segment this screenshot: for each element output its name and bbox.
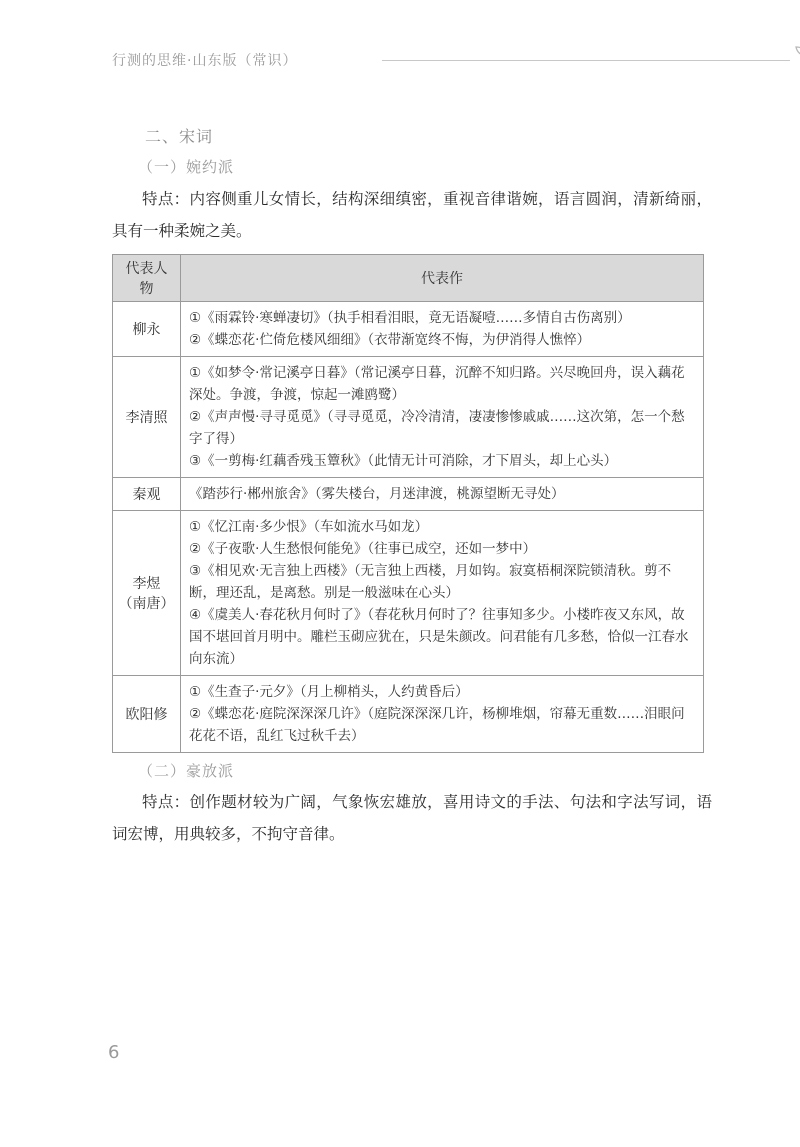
subsection-title-wanyue: （一）婉约派	[138, 158, 235, 176]
work-line: ②《子夜歌·人生愁恨何能免》（往事已成空，还如一梦中）	[189, 541, 537, 557]
author-cell: 柳永	[113, 302, 181, 357]
wanyue-features-paragraph: 特点：内容侧重儿女情长，结构深细缜密，重视音律谐婉，语言圆润，清新绮丽，具有一种柔婉之美。	[112, 190, 712, 240]
table-row	[113, 357, 704, 478]
author-cell: 欧阳修	[113, 676, 181, 753]
author-cell: 秦观	[113, 478, 181, 511]
author-name: 李煜	[132, 576, 161, 592]
page-number: 6	[108, 1042, 120, 1063]
section-title: 二、宋词	[145, 127, 214, 146]
table-header-row	[113, 255, 704, 302]
author-cell	[113, 511, 181, 676]
work-line: ①《忆江南·多少恨》（车如流水马如龙）	[189, 519, 429, 535]
author-dynasty: （南唐）	[118, 596, 175, 612]
header-rule	[382, 60, 790, 61]
header-author: 代表人物	[113, 255, 181, 302]
work-line: ①《生查子·元夕》（月上柳梢头，人约黄昏后）	[189, 684, 469, 700]
work-line: ②《蝶恋花·庭院深深深几许》（庭院深深深几许，杨柳堆烟，帘幕无重数……泪眼问花花不语，乱红飞过秋千去）	[189, 706, 685, 744]
work-line: ③《相见欢·无言独上西楼》（无言独上西楼，月如钩。寂寞梧桐深院锁清秋。剪不断，理还乱，是离愁。别是一般滋味在心头）	[189, 563, 672, 601]
author-cell: 李清照	[113, 357, 181, 478]
running-header	[112, 50, 712, 74]
table-row	[113, 511, 704, 676]
works-cell	[181, 511, 704, 676]
works-cell	[181, 302, 704, 357]
work-line: ①《如梦令·常记溪亭日暮》（常记溪亭日暮，沉醉不知归路。兴尽晚回舟，误入藕花深处。争渡，争渡，惊起一滩鸥鹭）	[189, 365, 685, 403]
table-row	[113, 676, 704, 753]
work-line: ④《虞美人·春花秋月何时了》（春花秋月何时了？往事知多少。小楼昨夜又东风，故国不堪回首月明中。雕栏玉砌应犹在，只是朱颜改。问君能有几多愁，恰似一江春水向东流）	[189, 607, 689, 667]
subsection-title-haofang: （二）豪放派	[138, 762, 235, 780]
work-line: ③《一剪梅·红藕香残玉簟秋》（此情无计可消除，才下眉头，却上心头）	[189, 453, 618, 469]
work-line: ②《蝶恋花·伫倚危楼风细细》（衣带渐宽终不悔，为伊消得人憔悴）	[189, 332, 591, 348]
works-cell	[181, 357, 704, 478]
work-line: ②《声声慢·寻寻觅觅》（寻寻觅觅，冷冷清清，凄凄惨惨戚戚……这次第，怎一个愁字了得）	[189, 409, 685, 447]
running-header-title: 行测的思维·山东版（常识）	[112, 53, 298, 69]
sprout-icon	[792, 44, 800, 68]
table-row	[113, 302, 704, 357]
works-cell	[181, 676, 704, 753]
header-works: 代表作	[181, 255, 704, 302]
work-line: ①《雨霖铃·寒蝉凄切》（执手相看泪眼，竟无语凝噎……多情自古伤离别）	[189, 310, 631, 326]
haofang-features-paragraph: 特点：创作题材较为广阔，气象恢宏雄放，喜用诗文的手法、句法和字法写词，语词宏博，用典较多，不拘守音律。	[112, 793, 712, 843]
work-line: 《踏莎行·郴州旅舍》（雾失楼台，月迷津渡，桃源望断无寻处）	[189, 486, 565, 502]
representatives-table	[112, 254, 704, 753]
works-cell	[181, 478, 704, 511]
table-row	[113, 478, 704, 511]
